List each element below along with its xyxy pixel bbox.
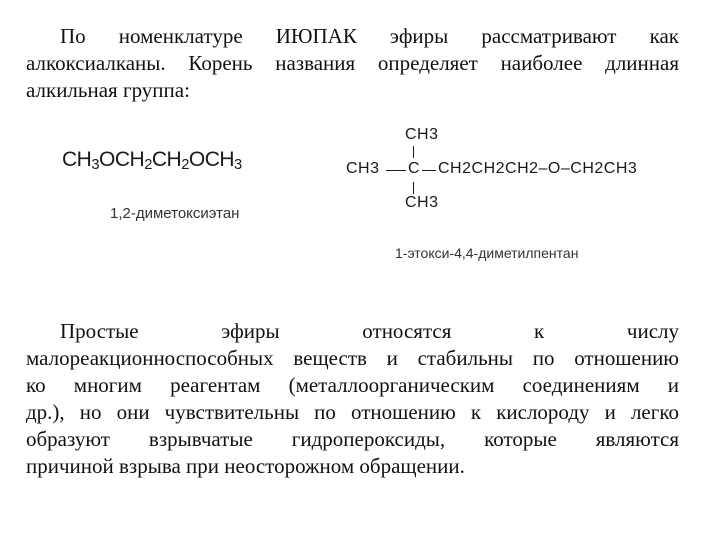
text-line: малореакционноспособных веществ и стабильны по отношению [26, 346, 679, 370]
text-line: По номенклатуре ИЮПАК эфиры рассматривают как [60, 24, 679, 48]
text-line: алкоксиалканы. Корень названия определяет наиболее длинная [26, 51, 679, 75]
text-line: образуют взрывчатые гидропероксиды, которые являются [26, 427, 679, 451]
formula-subscript: 2 [144, 157, 152, 173]
formula-part: CH [151, 148, 182, 171]
formula-subscript: 3 [234, 157, 242, 173]
central-carbon: C [408, 160, 421, 177]
text-line: алкильная группа: [26, 78, 190, 102]
bond-line [386, 170, 406, 171]
main-chain: CH2CH2CH2–O–CH2CH3 [438, 160, 638, 177]
bottom-methyl-group: CH3 [405, 194, 439, 211]
formula-part: OCH [188, 148, 235, 171]
bond-line [413, 182, 414, 194]
formula-part: CH [62, 148, 92, 171]
ethoxy-dimethylpentane-structure [340, 122, 680, 222]
intro-paragraph [26, 23, 679, 104]
formula-part: OCH [99, 148, 145, 171]
text-line: Простые эфиры относятся к числу [60, 319, 679, 343]
bond-line [413, 146, 414, 158]
text-line: др.), но они чувствительны по отношению к кислороду и легко [26, 400, 679, 424]
dimethoxyethane-formula [62, 148, 242, 172]
ethoxy-dimethylpentane-name: 1-этокси-4,4-диметилпентан [395, 245, 579, 261]
formula-subscript: 2 [181, 157, 189, 173]
dimethoxyethane-name: 1,2-диметоксиэтан [110, 205, 240, 222]
formula-subscript: 3 [91, 157, 100, 173]
properties-paragraph [26, 318, 679, 480]
bond-line [422, 170, 436, 171]
text-line: ко многим реагентам (металлоорганическим соединениям и [26, 373, 679, 397]
top-methyl-group: CH3 [405, 126, 439, 143]
text-line: причиной взрыва при неосторожном обращении. [26, 454, 465, 478]
left-methyl-group: CH3 [346, 160, 380, 177]
